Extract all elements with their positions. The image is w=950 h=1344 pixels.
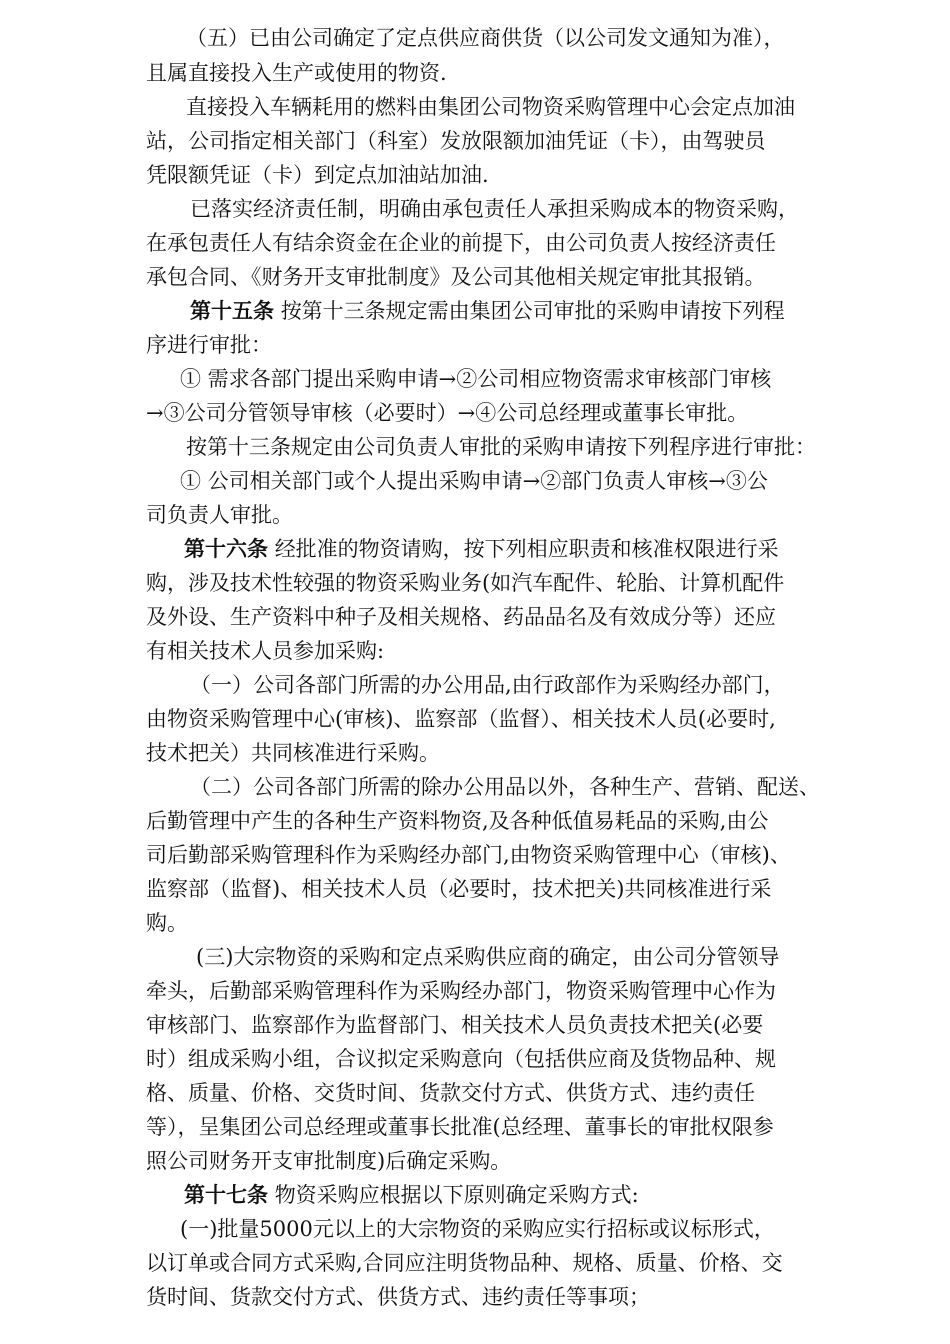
paragraph-line: 等），呈集团公司总经理或董事长批准(总经理、董事长的审批权限参 [146,1115,774,1139]
paragraph-line: 司负责人审批。 [146,503,293,527]
article-heading: 第十五条 [190,298,274,323]
paragraph-line: 时）组成采购小组，合议拟定采购意向（包括供应商及货物品种、规 [146,1047,776,1071]
article-text: 按第十三条规定需由集团公司审批的采购申请按下列程 [280,299,785,323]
paragraph-line: 序进行审批： [146,333,272,357]
paragraph-line: （一）公司各部门所需的办公用品,由行政部作为采购经办部门， [190,673,785,697]
paragraph-line: 按第十三条规定由公司负责人审批的采购申请按下列程序进行审批： [186,435,816,459]
paragraph-line: 监察部（监督)、相关技术人员（必要时，技术把关)共同核准进行采 [146,877,772,901]
paragraph-line: 格、质量、价格、交货时间、货款交付方式、供货方式、违约责任 [146,1081,755,1105]
article-line [190,298,785,324]
paragraph-line: 凭限额凭证（卡）到定点加油站加油. [146,163,489,187]
paragraph-line: 承包合同、《财务开支审批制度》及公司其他相关规定审批其报销。 [146,265,766,289]
paragraph-line: 购，涉及技术性较强的物资采购业务(如汽车配件、轮胎、计算机配件 [146,571,785,595]
paragraph-line: 司后勤部采购管理科作为采购经办部门,由物资采购管理中心（审核)、 [146,843,791,867]
paragraph-line: 及外设、生产资料中种子及相关规格、药品品名及有效成分等）还应 [146,605,776,629]
paragraph-line: （二）公司各部门所需的除办公用品以外，各种生产、营销、配送、 [190,775,820,799]
paragraph-line: (一)批量5000元以上的大宗物资的采购应实行招标或议标形式， [180,1217,775,1241]
paragraph-line: ① 需求各部门提出采购申请→②公司相应物资需求审核部门审核 [180,367,772,391]
article-heading: 第十七条 [184,1182,268,1207]
article-line [184,1182,639,1208]
paragraph-line: 照公司财务开支审批制度)后确定采购。 [146,1149,512,1173]
paragraph-line: 审核部门、监察部作为监督部门、相关技术人员负责技术把关(必要 [146,1013,764,1037]
paragraph-line: 由物资采购管理中心(审核)、监察部（监督）、相关技术人员(必要时, [146,707,776,731]
paragraph-line: (三)大宗物资的采购和定点采购供应商的确定，由公司分管领导 [196,945,780,969]
paragraph-line: 站，公司指定相关部门（科室）发放限额加油凭证（卡），由驾驶员 [146,129,766,153]
paragraph-line: 购。 [146,911,188,935]
paragraph-line: 以订单或合同方式采购,合同应注明货物品种、规格、质量、价格、交 [146,1251,783,1275]
paragraph-line: 已落实经济责任制，明确由承包责任人承担采购成本的物资采购， [190,197,799,221]
paragraph-line: 且属直接投入生产或使用的物资. [146,61,447,85]
paragraph-line: ① 公司相关部门或个人提出采购申请→②部门负责人审核→③公 [180,469,768,493]
paragraph-line: 技术把关）共同核准进行采购。 [146,741,440,765]
paragraph-line: 直接投入车辆耗用的燃料由集团公司物资采购管理中心会定点加油 [186,95,795,119]
paragraph-line: →③公司分管领导审核（必要时）→④公司总经理或董事长审批。 [146,401,749,425]
paragraph-line: 在承包责任人有结余资金在企业的前提下，由公司负责人按经济责任 [146,231,776,255]
article-text: 经批准的物资请购，按下列相应职责和核准权限进行采 [274,537,779,561]
article-heading: 第十六条 [184,536,268,561]
paragraph-line: 货时间、货款交付方式、供货方式、违约责任等事项； [146,1285,650,1309]
article-text: 物资采购应根据以下原则确定采购方式: [274,1183,639,1207]
paragraph-line: （五）已由公司确定了定点供应商供货（以公司发文通知为准）， [186,26,785,50]
paragraph-line: 后勤管理中产生的各种生产资料物资,及各种低值易耗品的采购,由公 [146,809,769,833]
article-line [184,536,779,562]
paragraph-line: 有相关技术人员参加采购: [146,639,385,663]
paragraph-line: 牵头，后勤部采购管理科作为采购经办部门，物资采购管理中心作为 [146,979,776,1003]
